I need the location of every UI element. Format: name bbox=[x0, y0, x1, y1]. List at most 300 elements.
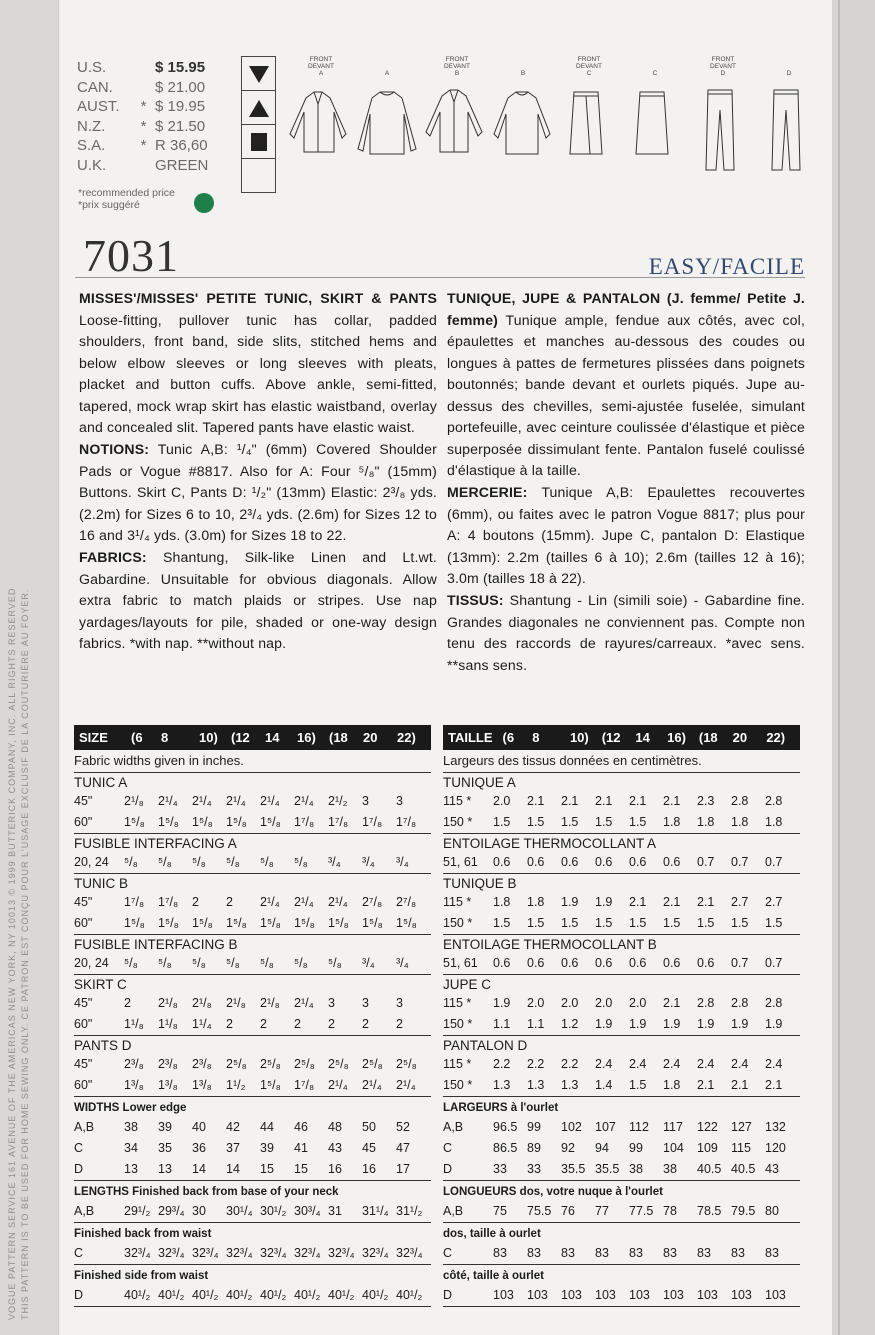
table-row bbox=[74, 1201, 431, 1222]
size-column: (6 bbox=[502, 730, 515, 745]
french-title: TUNIQUE, JUPE & PANTALON (J. femme/ Petite J. femme) bbox=[447, 290, 805, 328]
table-section bbox=[443, 874, 800, 935]
cell-value: 1⁵/₈ bbox=[226, 916, 247, 930]
cell-value: 127 bbox=[731, 1120, 752, 1134]
row-label: A,B bbox=[443, 1120, 464, 1134]
cell-value: 1.5 bbox=[663, 916, 681, 930]
cell-value: 15 bbox=[260, 1162, 274, 1176]
row-label: 45" bbox=[74, 1057, 93, 1071]
cell-value: 2.0 bbox=[595, 996, 613, 1010]
table-row bbox=[443, 852, 800, 873]
cell-value: 1⁵/₈ bbox=[124, 916, 145, 930]
cell-value: 32³/₄ bbox=[396, 1246, 423, 1260]
cell-value: 1⁵/₈ bbox=[226, 815, 247, 829]
cell-value: 1⁷/₈ bbox=[294, 815, 315, 829]
cell-value: 103 bbox=[595, 1288, 616, 1302]
cell-value: 1.8 bbox=[731, 815, 749, 829]
cell-value: 78 bbox=[663, 1204, 677, 1218]
cell-value: 1.8 bbox=[697, 815, 715, 829]
size-column: 10) bbox=[199, 730, 218, 745]
fabrics-text: Shantung, Silk-like Linen and Lt.wt. Gabardine. Unsuitable for obvious diagonals. Allow extra fabric to match plaids or stripes. Use nap yardages/layouts for pile, shaded or one-way design fabrics. *with nap. **without nap. bbox=[79, 549, 437, 651]
cell-value: 1³/₈ bbox=[192, 1078, 212, 1092]
cell-value: 2¹/₈ bbox=[260, 996, 280, 1010]
row-label: C bbox=[74, 1246, 84, 1260]
cell-value: 2¹/₄ bbox=[260, 794, 280, 808]
table-row bbox=[74, 953, 431, 974]
triangle-up-icon bbox=[242, 91, 275, 125]
cell-value: 2¹/₄ bbox=[328, 895, 348, 909]
table-row bbox=[74, 1138, 431, 1159]
fabrics-label: FABRICS: bbox=[79, 549, 147, 565]
table-section bbox=[443, 935, 800, 975]
section-title: TUNIQUE B bbox=[443, 876, 517, 891]
cell-value: 2¹/₄ bbox=[396, 1078, 416, 1092]
price-amount: $ 19.95 bbox=[155, 98, 206, 115]
price-star: * bbox=[140, 98, 147, 115]
cell-value: 0.6 bbox=[527, 956, 545, 970]
table-section bbox=[443, 773, 800, 834]
cell-value: 0.7 bbox=[697, 855, 715, 869]
table-row bbox=[443, 993, 800, 1014]
cell-value: 1⁷/₈ bbox=[158, 895, 179, 909]
suggested-price-note: *prix suggéré bbox=[78, 199, 140, 211]
cell-value: 77.5 bbox=[629, 1204, 654, 1218]
cell-value: 112 bbox=[629, 1120, 649, 1134]
cell-value: 2.2 bbox=[493, 1057, 511, 1071]
french-yardage-table bbox=[443, 725, 800, 1307]
cell-value: 35.5 bbox=[561, 1162, 586, 1176]
table-section bbox=[74, 935, 431, 975]
cell-value: 32³/₄ bbox=[362, 1246, 389, 1260]
cell-value: 1⁵/₈ bbox=[260, 916, 281, 930]
cell-value: 2.1 bbox=[629, 794, 647, 808]
cell-value: ⁵/₈ bbox=[158, 855, 172, 869]
section-title: Finished side from waist bbox=[74, 1270, 209, 1282]
table-row bbox=[74, 1014, 431, 1035]
cell-value: 2.8 bbox=[765, 996, 783, 1010]
cell-value: 2⁵/₈ bbox=[260, 1057, 281, 1071]
cell-value: 0.6 bbox=[493, 956, 511, 970]
table-section bbox=[443, 1097, 800, 1181]
cell-value: 1¹/₈ bbox=[158, 1017, 178, 1031]
row-label: 150 * bbox=[443, 916, 473, 930]
recommended-price-note: *recommended price bbox=[78, 187, 175, 199]
cell-value: 2⁵/₈ bbox=[328, 1057, 349, 1071]
cell-value: 0.7 bbox=[731, 855, 749, 869]
cell-value: 1.4 bbox=[595, 1078, 613, 1092]
cell-value: 122 bbox=[697, 1120, 718, 1134]
figure-view-letter: A bbox=[384, 70, 390, 77]
figure-view-letter: B bbox=[520, 70, 526, 77]
cell-value: 96.5 bbox=[493, 1120, 518, 1134]
cell-value: 76 bbox=[561, 1204, 575, 1218]
cell-value: 2³/₈ bbox=[124, 1057, 144, 1071]
cell-value: 1.9 bbox=[765, 1017, 783, 1031]
table-row bbox=[443, 892, 800, 913]
cell-value: 83 bbox=[765, 1246, 779, 1260]
price-row bbox=[77, 58, 255, 78]
cell-value: 115 bbox=[731, 1141, 751, 1155]
cell-value: 2 bbox=[294, 1017, 301, 1031]
table-section bbox=[443, 1223, 800, 1265]
cell-value: 103 bbox=[629, 1288, 650, 1302]
cell-value: 2¹/₄ bbox=[294, 895, 314, 909]
cell-value: 102 bbox=[561, 1120, 582, 1134]
section-title: ENTOILAGE THERMOCOLLANT A bbox=[443, 836, 657, 851]
cell-value: 2¹/₄ bbox=[362, 1078, 382, 1092]
cell-value: 1¹/₂ bbox=[226, 1078, 246, 1092]
figure-front-label: FRONT bbox=[445, 56, 469, 63]
table-row bbox=[443, 812, 800, 833]
cell-value: 2.4 bbox=[731, 1057, 749, 1071]
cell-value: 2.0 bbox=[527, 996, 545, 1010]
size-label: TAILLE bbox=[448, 730, 493, 745]
size-column: 8 bbox=[161, 730, 169, 745]
cell-value: 1.9 bbox=[629, 1017, 647, 1031]
cell-value: 2.1 bbox=[765, 1078, 783, 1092]
cell-value: 1⁵/₈ bbox=[158, 916, 179, 930]
price-star bbox=[132, 78, 155, 98]
figure-view-letter: C bbox=[586, 70, 592, 77]
french-description bbox=[447, 288, 805, 677]
section-title: PANTALON D bbox=[443, 1038, 528, 1053]
cell-value: 1.5 bbox=[595, 815, 613, 829]
section-title: LENGTHS Finished back from base of your neck bbox=[74, 1186, 339, 1198]
cell-value: 15 bbox=[294, 1162, 308, 1176]
cell-value: 2.0 bbox=[561, 996, 579, 1010]
cell-value: 40¹/₂ bbox=[294, 1288, 321, 1302]
tissus-label: TISSUS: bbox=[447, 592, 504, 608]
cell-value: 1.5 bbox=[629, 1078, 647, 1092]
cell-value: 2⁵/₈ bbox=[226, 1057, 247, 1071]
cell-value: 83 bbox=[595, 1246, 609, 1260]
cell-value: 40¹/₂ bbox=[328, 1288, 355, 1302]
size-column: 16) bbox=[667, 730, 686, 745]
table-row bbox=[74, 1117, 431, 1138]
cell-value: 103 bbox=[697, 1288, 718, 1302]
table-section bbox=[443, 975, 800, 1036]
cell-value: 3 bbox=[362, 996, 369, 1010]
cell-value: 2.0 bbox=[493, 794, 511, 808]
price-amount: $ 15.95 bbox=[155, 59, 206, 76]
cell-value: 1⁵/₈ bbox=[192, 916, 213, 930]
cell-value: ⁵/₈ bbox=[260, 956, 274, 970]
cell-value: 1⁵/₈ bbox=[192, 815, 213, 829]
cell-value: 31 bbox=[328, 1204, 342, 1218]
cell-value: ³/₄ bbox=[396, 855, 409, 869]
cell-value: 0.6 bbox=[629, 855, 647, 869]
cell-value: 2.8 bbox=[697, 996, 715, 1010]
mercerie-label: MERCERIE: bbox=[447, 484, 528, 500]
square-icon bbox=[242, 125, 275, 159]
cell-value: 99 bbox=[629, 1141, 643, 1155]
price-amount: $ 21.50 bbox=[155, 117, 206, 135]
table-row bbox=[74, 852, 431, 873]
cell-value: 40¹/₂ bbox=[362, 1288, 389, 1302]
cell-value: 30¹/₄ bbox=[226, 1204, 253, 1218]
pattern-number: 7031 bbox=[83, 230, 179, 281]
cell-value: 13 bbox=[124, 1162, 138, 1176]
cell-value: 0.6 bbox=[527, 855, 545, 869]
cell-value: 2.8 bbox=[731, 996, 749, 1010]
cell-value: 33 bbox=[493, 1162, 507, 1176]
row-label: 60" bbox=[74, 1017, 93, 1031]
cell-value: 2¹/₄ bbox=[260, 895, 280, 909]
size-column: (12 bbox=[231, 730, 250, 745]
figure-front-label: FRONT bbox=[309, 56, 333, 63]
fabric-width-note: Fabric widths given in inches. bbox=[74, 750, 431, 773]
cell-value: 1.5 bbox=[493, 916, 511, 930]
cell-value: 40¹/₂ bbox=[124, 1288, 151, 1302]
section-title: TUNIC B bbox=[74, 876, 128, 891]
cell-value: 2 bbox=[226, 1017, 233, 1031]
section-title: PANTS D bbox=[74, 1038, 132, 1053]
cell-value: 35.5 bbox=[595, 1162, 620, 1176]
row-label: 51, 61 bbox=[443, 956, 478, 970]
cell-value: 2¹/₈ bbox=[124, 794, 144, 808]
figure-view-letter: D bbox=[786, 70, 792, 77]
size-column: 8 bbox=[532, 730, 540, 745]
table-section bbox=[74, 1223, 431, 1265]
cell-value: ⁵/₈ bbox=[260, 855, 274, 869]
row-label: 51, 61 bbox=[443, 855, 478, 869]
table-row bbox=[74, 1285, 431, 1306]
cell-value: 92 bbox=[561, 1141, 575, 1155]
row-label: 45" bbox=[74, 895, 93, 909]
cell-value: 1⁵/₈ bbox=[362, 916, 383, 930]
cell-value: 32³/₄ bbox=[328, 1246, 355, 1260]
cell-value: 40¹/₂ bbox=[260, 1288, 287, 1302]
price-star: * bbox=[140, 137, 147, 154]
fabric-width-note: Largeurs des tissus données en centimètres. bbox=[443, 750, 800, 773]
cell-value: 31¹/₄ bbox=[362, 1204, 389, 1218]
table-row bbox=[74, 1054, 431, 1075]
cell-value: ³/₄ bbox=[328, 855, 341, 869]
cell-value: 1⁵/₈ bbox=[294, 916, 315, 930]
cell-value: 2 bbox=[192, 895, 199, 909]
size-column: (12 bbox=[601, 730, 621, 745]
row-label: 115 * bbox=[443, 1057, 472, 1071]
section-title: Finished back from waist bbox=[74, 1228, 212, 1240]
size-label: SIZE bbox=[79, 730, 108, 745]
cell-value: 2.1 bbox=[663, 794, 681, 808]
price-country: U.K. bbox=[77, 156, 107, 174]
cell-value: 52 bbox=[396, 1120, 410, 1134]
cell-value: 1.5 bbox=[527, 916, 545, 930]
cell-value: ⁵/₈ bbox=[294, 956, 308, 970]
figure-front-label: FRONT bbox=[711, 56, 735, 63]
cell-value: 47 bbox=[396, 1141, 410, 1155]
row-label: A,B bbox=[74, 1120, 95, 1134]
cell-value: ⁵/₈ bbox=[226, 956, 240, 970]
section-title: dos, taille à ourlet bbox=[443, 1228, 541, 1240]
cell-value: 2¹/₄ bbox=[294, 996, 314, 1010]
figure-devant-label: DEVANT bbox=[576, 63, 602, 70]
table-row bbox=[443, 1117, 800, 1138]
cell-value: 2.4 bbox=[765, 1057, 783, 1071]
size-column: 20 bbox=[732, 730, 748, 745]
cell-value: 2.1 bbox=[697, 895, 715, 909]
price-country: AUST. bbox=[77, 98, 120, 115]
cell-value: 2.1 bbox=[663, 996, 681, 1010]
english-title: MISSES'/MISSES' PETITE TUNIC, SKIRT & PANTS bbox=[79, 290, 437, 306]
price-row bbox=[77, 97, 255, 117]
cell-value: 37 bbox=[226, 1141, 240, 1155]
cell-value: ⁵/₈ bbox=[192, 855, 206, 869]
cell-value: 41 bbox=[294, 1141, 308, 1155]
cell-value: 2⁵/₈ bbox=[362, 1057, 383, 1071]
cell-value: 1⁷/₈ bbox=[294, 1078, 315, 1092]
cell-value: 2 bbox=[124, 996, 131, 1010]
figure-view-letter: A bbox=[318, 70, 324, 77]
cell-value: 83 bbox=[527, 1246, 541, 1260]
copyright-vertical-text: VOGUE PATTERN SERVICE 161 AVENUE OF THE AMERICAS NEW YORK, NY 10013 © 1999 BUTTERICK COMPANY, INC. ALL RIGHTS RESERVED bbox=[7, 587, 17, 1320]
cell-value: 43 bbox=[765, 1162, 779, 1176]
price-star: * bbox=[140, 117, 147, 135]
cell-value: 14 bbox=[226, 1162, 240, 1176]
table-row bbox=[443, 1201, 800, 1222]
cell-value: 1.8 bbox=[765, 815, 783, 829]
table-section bbox=[74, 1265, 431, 1307]
row-label: 115 * bbox=[443, 794, 472, 808]
cell-value: 46 bbox=[294, 1120, 308, 1134]
cell-value: 43 bbox=[328, 1141, 342, 1155]
section-title: TUNIQUE A bbox=[443, 775, 516, 790]
cell-value: 38 bbox=[629, 1162, 643, 1176]
cell-value: 2.1 bbox=[595, 794, 613, 808]
cell-value: 14 bbox=[192, 1162, 206, 1176]
section-title: TUNIC A bbox=[74, 775, 128, 790]
cell-value: 83 bbox=[697, 1246, 711, 1260]
cell-value: 13 bbox=[158, 1162, 172, 1176]
cell-value: 0.6 bbox=[595, 855, 613, 869]
cell-value: 117 bbox=[663, 1120, 683, 1134]
table-section bbox=[74, 975, 431, 1036]
section-title: FUSIBLE INTERFACING B bbox=[74, 937, 238, 952]
table-row bbox=[74, 913, 431, 934]
section-title: JUPE C bbox=[443, 977, 492, 992]
table-row bbox=[74, 791, 431, 812]
cell-value: 2.1 bbox=[629, 895, 647, 909]
cell-value: 16 bbox=[328, 1162, 342, 1176]
cell-value: 50 bbox=[362, 1120, 376, 1134]
cell-value: 1.9 bbox=[595, 1017, 613, 1031]
cell-value: 83 bbox=[629, 1246, 643, 1260]
row-label: C bbox=[74, 1141, 84, 1155]
cell-value: 104 bbox=[663, 1141, 684, 1155]
cell-value: 2¹/₄ bbox=[226, 794, 246, 808]
blank-box bbox=[242, 159, 275, 192]
cell-value: 1⁵/₈ bbox=[328, 916, 349, 930]
cell-value: 1⁵/₈ bbox=[158, 815, 179, 829]
cell-value: 1.1 bbox=[493, 1017, 511, 1031]
price-amount: R 36,60 bbox=[155, 137, 208, 154]
cell-value: 29³/₄ bbox=[158, 1204, 185, 1218]
row-label: D bbox=[74, 1162, 84, 1176]
home-sewing-vertical-text: THIS PATTERN IS TO BE USED FOR HOME SEWING ONLY. CE PATRON EST CONÇU POUR L'USAGE EXCLUSIF DE LA COUTURIÈRE AU FOYER. bbox=[20, 588, 30, 1320]
cell-value: 44 bbox=[260, 1120, 274, 1134]
row-label: D bbox=[443, 1288, 453, 1302]
pattern-markings-legend bbox=[241, 56, 276, 193]
cell-value: 36 bbox=[192, 1141, 206, 1155]
cell-value: 103 bbox=[527, 1288, 548, 1302]
cell-value: 0.6 bbox=[595, 956, 613, 970]
cell-value: 83 bbox=[663, 1246, 677, 1260]
table-section bbox=[74, 1036, 431, 1097]
cell-value: 99 bbox=[527, 1120, 541, 1134]
cell-value: 2.7 bbox=[765, 895, 783, 909]
cell-value: 3 bbox=[396, 794, 403, 808]
price-country: CAN. bbox=[77, 78, 113, 96]
cell-value: 0.6 bbox=[697, 956, 715, 970]
cell-value: ⁵/₈ bbox=[124, 855, 138, 869]
cell-value: 2 bbox=[328, 1017, 335, 1031]
row-label: 60" bbox=[74, 1078, 93, 1092]
cell-value: 1⁷/₈ bbox=[124, 895, 145, 909]
cell-value: 103 bbox=[663, 1288, 684, 1302]
cell-value: 2.1 bbox=[527, 794, 545, 808]
french-description-text: Tunique ample, fendue aux côtés, avec col, épaulettes et manches au-dessous des coudes ou longues à pattes de fermetures plissées dans poignets boutonnés; bande devant et ourlets piqués. Jupe au-dessus des chevilles, semi-ajustée fuselée, simulant portefeuille, avec ceinture coulissée d'élastique et pièce superposée dissimulant fente. Pantalon fuselé coulissé d'élastique à la taille. bbox=[447, 311, 806, 478]
cell-value: 33 bbox=[527, 1162, 541, 1176]
table-section bbox=[74, 834, 431, 874]
cell-value: ⁵/₈ bbox=[226, 855, 240, 869]
price-country: U.S. bbox=[77, 59, 107, 76]
cell-value: 0.6 bbox=[663, 855, 681, 869]
cell-value: 2⁷/₈ bbox=[396, 895, 417, 909]
cell-value: 2¹/₈ bbox=[192, 996, 212, 1010]
english-description-text: Loose-fitting, pullover tunic has collar, padded shoulders, front band, side slits, stitched hems and below elbow sleeves or long sleeves with pleats, placket and button cuffs. Above ankle, semi-fitted, tapered, mock wrap skirt has elastic waistband, overlay and concealed slit. Tapered pants have elastic waist. bbox=[79, 311, 437, 435]
cell-value: 1.3 bbox=[493, 1078, 511, 1092]
cell-value: 75 bbox=[493, 1204, 507, 1218]
cell-value: 32³/₄ bbox=[124, 1246, 151, 1260]
cell-value: 30³/₄ bbox=[294, 1204, 321, 1218]
section-title: ENTOILAGE THERMOCOLLANT B bbox=[443, 937, 657, 952]
row-label: A,B bbox=[74, 1204, 95, 1218]
size-column: 22) bbox=[766, 730, 786, 745]
cell-value: 1.3 bbox=[527, 1078, 545, 1092]
cell-value: 40.5 bbox=[697, 1162, 722, 1176]
cell-value: 1⁵/₈ bbox=[260, 815, 281, 829]
uk-green-dot bbox=[194, 193, 214, 213]
cell-value: 1.8 bbox=[663, 1078, 681, 1092]
cell-value: 2¹/₄ bbox=[294, 794, 314, 808]
cell-value: 2 bbox=[226, 895, 233, 909]
cell-value: 32³/₄ bbox=[158, 1246, 185, 1260]
cell-value: 2.4 bbox=[629, 1057, 647, 1071]
triangle-down-icon bbox=[242, 57, 275, 91]
table-row bbox=[443, 1285, 800, 1306]
cell-value: 1⁷/₈ bbox=[328, 815, 349, 829]
table-row bbox=[74, 1075, 431, 1096]
section-title: LONGUEURS dos, votre nuque à l'ourlet bbox=[443, 1186, 663, 1198]
section-title: FUSIBLE INTERFACING A bbox=[74, 836, 237, 851]
cell-value: 1.2 bbox=[561, 1017, 579, 1031]
cell-value: 38 bbox=[663, 1162, 677, 1176]
row-label: 20, 24 bbox=[74, 956, 109, 970]
envelope-left-edge bbox=[0, 0, 59, 1335]
cell-value: 2.4 bbox=[697, 1057, 715, 1071]
cell-value: 1⁵/₈ bbox=[260, 1078, 281, 1092]
cell-value: 1.5 bbox=[765, 916, 783, 930]
cell-value: 75.5 bbox=[527, 1204, 552, 1218]
cell-value: 2.1 bbox=[731, 1078, 749, 1092]
cell-value: 1.9 bbox=[731, 1017, 749, 1031]
cell-value: 1.9 bbox=[697, 1017, 715, 1031]
row-label: 60" bbox=[74, 815, 93, 829]
table-row bbox=[443, 1075, 800, 1096]
table-row bbox=[443, 1138, 800, 1159]
tissus-text: Shantung - Lin (simili soie) - Gabardine fine. Grandes diagonales ne conviennent pas. Compte non tenu des raccords de rayures/carreaux. *avec sens. **sans sens. bbox=[447, 592, 805, 673]
